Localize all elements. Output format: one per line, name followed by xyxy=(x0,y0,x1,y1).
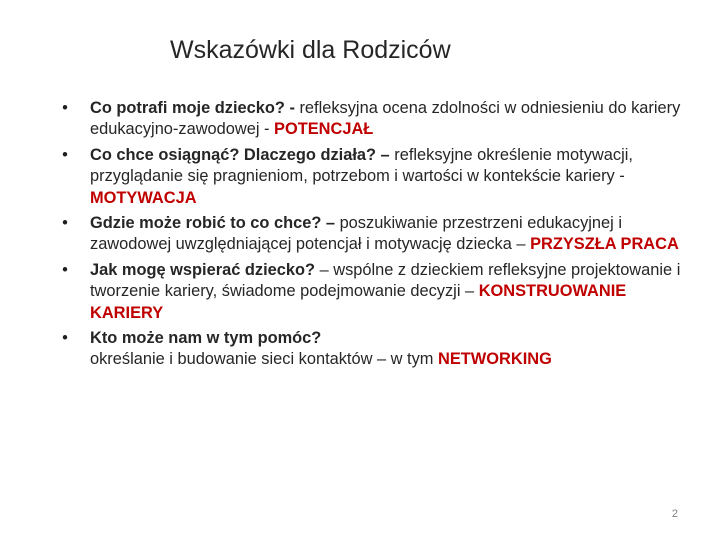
bullet-description: – wspólne z dzieckiem refleksyjne projektowanie i tworzenie kariery, świadome podejmowanie decyzji – xyxy=(90,260,681,301)
bullet-item-potencjal xyxy=(58,98,683,141)
bullet-icon: • xyxy=(62,214,68,233)
slide-title: Wskazówki dla Rodziców xyxy=(170,36,451,64)
bullet-question: Co chce osiągnąć? Dlaczego działa? – xyxy=(90,145,390,164)
bullet-question: Gdzie może robić to co chce? – xyxy=(90,214,336,233)
bullet-description: refleksyjna ocena zdolności w odniesieniu do kariery edukacyjno-zawodowej - xyxy=(90,99,681,139)
bullet-question: Co potrafi moje dziecko? - xyxy=(90,99,295,117)
bullet-keyword: KONSTRUOWANIE KARIERY xyxy=(90,282,627,322)
bullet-keyword: PRZYSZŁA PRACA xyxy=(530,235,679,254)
bullet-keyword: NETWORKING xyxy=(438,350,552,369)
bullet-item-motywacja xyxy=(58,145,683,209)
bullet-item-networking xyxy=(58,328,683,371)
bullet-description: poszukiwanie przestrzeni edukacyjnej i zawodowej uwzględniającej potencjał i motywację dziecka – xyxy=(90,214,622,254)
page-number: 2 xyxy=(671,508,678,520)
bullet-icon: • xyxy=(62,145,68,164)
bullet-list xyxy=(58,98,683,375)
bullet-icon: • xyxy=(62,99,68,117)
bullet-item-przyszla-praca xyxy=(58,213,683,256)
bullet-question: Kto może nam w tym pomóc? xyxy=(90,329,322,348)
bullet-description: refleksyjne określenie motywacji, przyglądanie się pragnieniom, potrzebom i wartości w kontekście kariery - xyxy=(90,145,633,186)
bullet-icon: • xyxy=(62,329,68,348)
bullet-keyword: POTENCJAŁ xyxy=(274,120,374,139)
bullet-item-konstruowanie-kariery xyxy=(58,260,683,324)
bullet-keyword: MOTYWACJA xyxy=(90,188,197,207)
bullet-icon: • xyxy=(62,260,68,279)
bullet-description: określanie i budowanie sieci kontaktów – w tym xyxy=(90,350,439,369)
bullet-question: Jak mogę wspierać dziecko? xyxy=(90,260,316,279)
